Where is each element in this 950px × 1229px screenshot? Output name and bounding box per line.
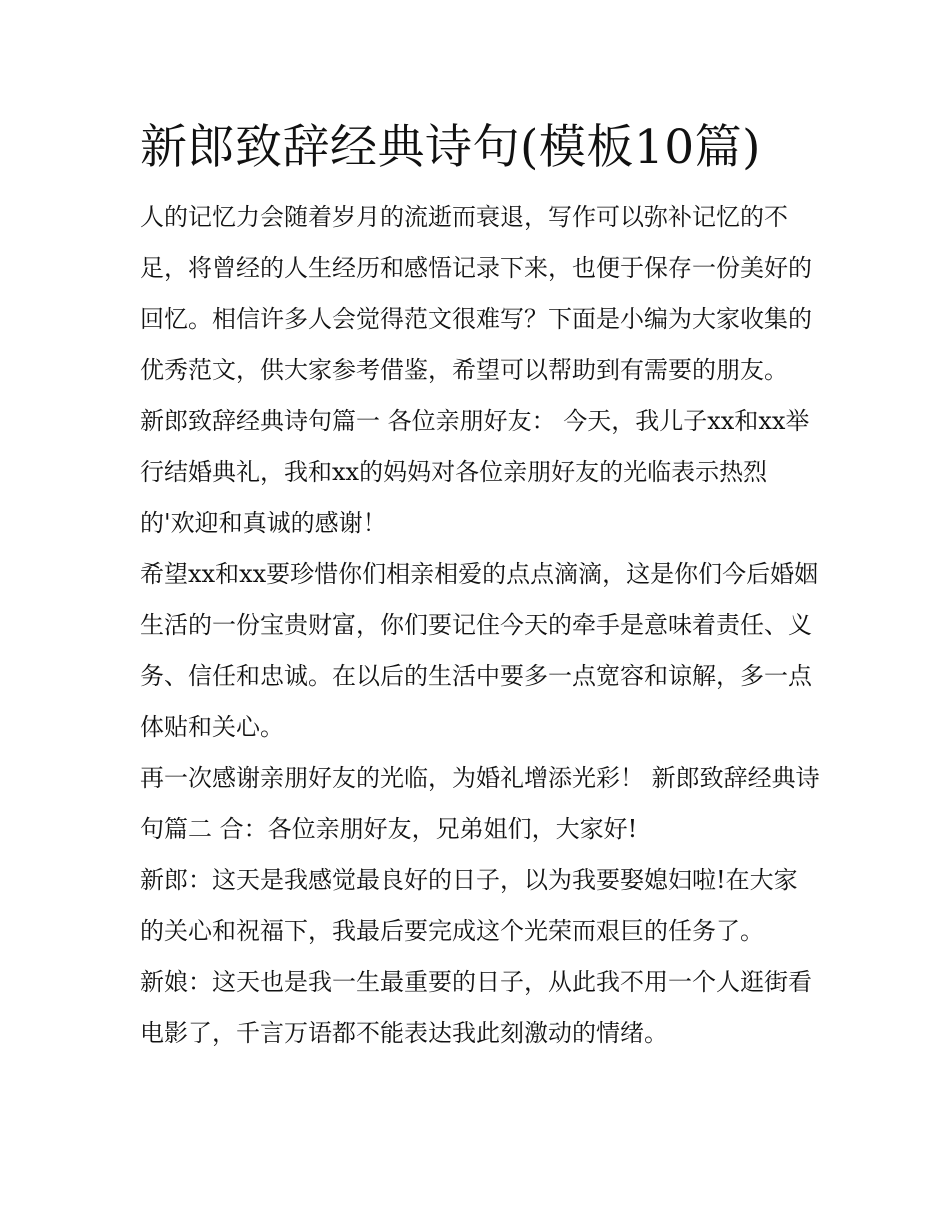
- paragraph-intro: 人的记忆力会随着岁月的流逝而衰退，写作可以弥补记忆的不足，将曾经的人生经历和感悟记录下来，也便于保存一份美好的回忆。相信许多人会觉得范文很难写？下面是小编为大家收集的优秀范文，供大家参考借鉴，希望可以帮助到有需要的朋友。: [140, 203, 812, 384]
- paragraph-5: 新娘：这天也是我一生最重要的日子，从此我不用一个人逛街看电影了，千言万语都不能表达我此刻激动的情绪。: [140, 968, 812, 1047]
- paragraph-4: 新郎：这天是我感觉最良好的日子，以为我要娶媳妇啦!在大家的关心和祝福下，我最后要完成这个光荣而艰巨的任务了。: [140, 866, 798, 945]
- document-page: [140, 0, 820, 1059]
- paragraph-1: 新郎致辞经典诗句篇一 各位亲朋好友： 今天，我儿子xx和xx举行结婚典礼，我和xx的妈妈对各位亲朋好友的光临表示热烈的'欢迎和真诚的感谢！: [140, 407, 810, 537]
- document-title: 新郎致辞经典诗句(模板10篇): [140, 120, 761, 175]
- paragraph-2: 希望xx和xx要珍惜你们相亲相爱的点点滴滴，这是你们今后婚姻生活的一份宝贵财富，你们要记住今天的牵手是意味着责任、义务、信任和忠诚。在以后的生活中要多一点宽容和谅解，多一点体贴和关心。: [140, 560, 819, 741]
- paragraph-3: 再一次感谢亲朋好友的光临，为婚礼增添光彩！ 新郎致辞经典诗句篇二 合：各位亲朋好友，兄弟姐们，大家好!: [140, 764, 820, 843]
- document-body: [140, 192, 820, 1059]
